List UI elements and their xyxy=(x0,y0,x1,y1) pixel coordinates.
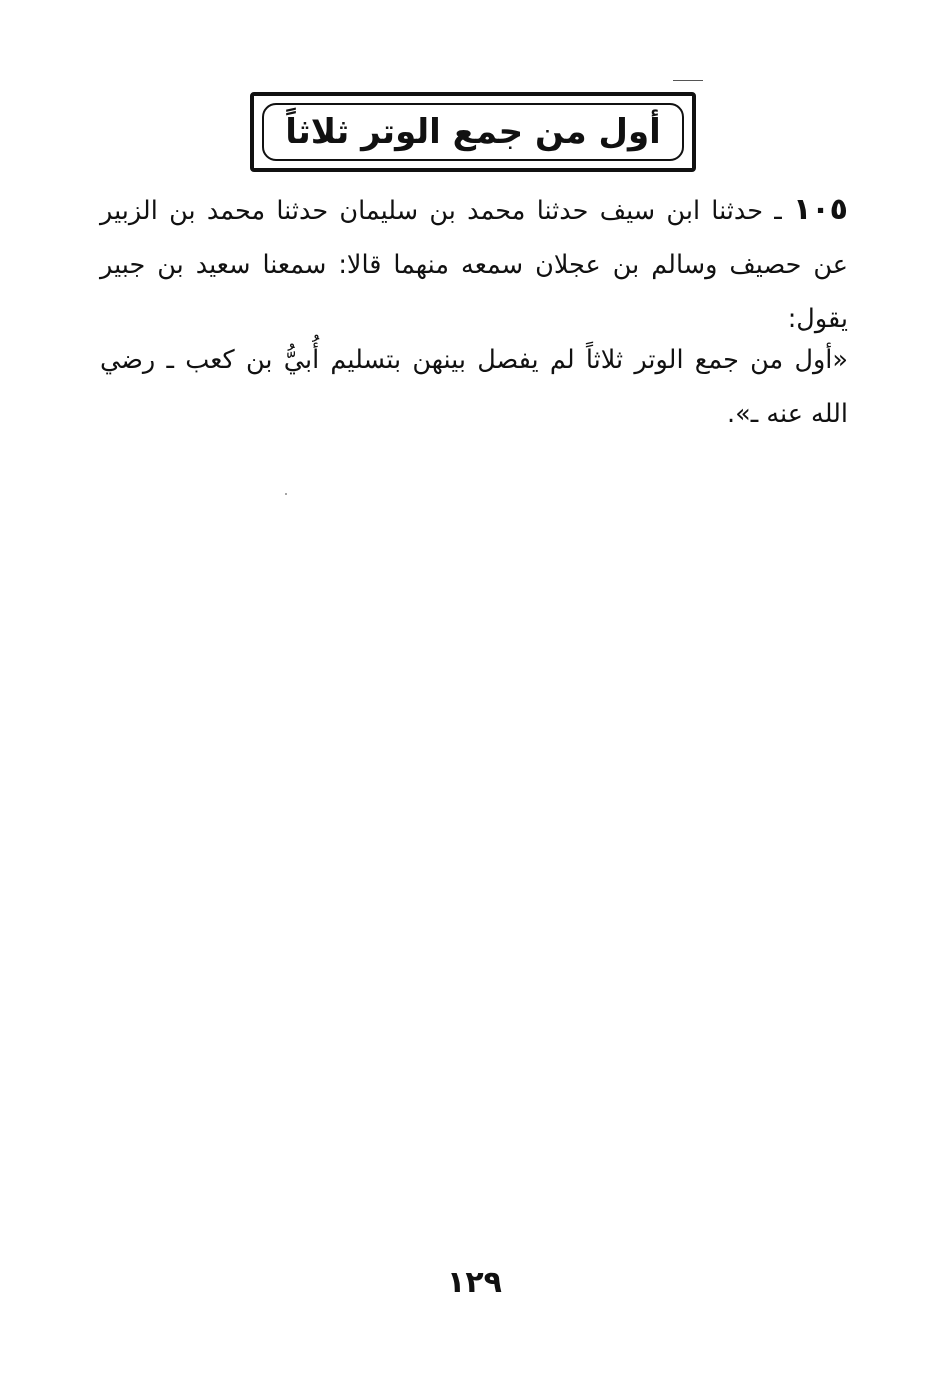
page-number: ١٢٩ xyxy=(447,1265,502,1300)
hadith-matn-paragraph xyxy=(100,333,848,441)
hadith-matn: «أول من جمع الوتر ثلاثاً لم يفصل بينهن بتسليم أُبيُّ بن كعب ـ رضي الله عنه ـ». xyxy=(100,345,848,429)
hadith-number: ١٠٥ xyxy=(793,192,848,227)
decorative-rule xyxy=(673,80,703,81)
hadith-separator: ـ xyxy=(763,196,794,226)
chapter-title-frame xyxy=(250,92,696,172)
hadith-isnad-paragraph xyxy=(100,183,848,346)
hadith-isnad: حدثنا ابن سيف حدثنا محمد بن سليمان حدثنا محمد بن الزبير عن حصيف وسالم بن عجلان سمعه منهما قالا: سمعنا سعيد بن جبير يقول: xyxy=(100,196,848,334)
chapter-title-inner-frame xyxy=(262,103,684,161)
scan-speck xyxy=(285,493,287,495)
chapter-title: أول من جمع الوتر ثلاثاً xyxy=(285,112,661,152)
